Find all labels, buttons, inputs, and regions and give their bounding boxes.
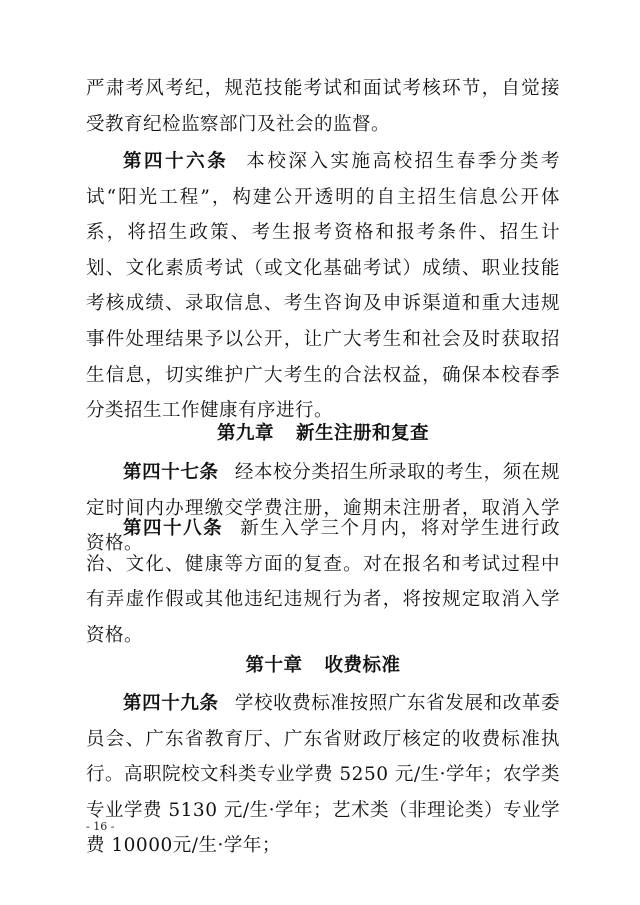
intro-paragraph (86, 71, 560, 142)
article-49-label: 第四十九条 (123, 693, 219, 714)
chapter-9-heading (86, 419, 560, 449)
page-number: - 16 - (86, 820, 115, 833)
article-48 (86, 511, 560, 653)
article-46-text: 本校深入实施高校招生春季分类考试“阳光工程”，构建公开透明的自主招生信息公开体系，将招生政策、考生报考资格和报考条件、招生计划、文化素质考试（或文化基础考试）成绩、职业技能考核成绩、录取信息、考生咨询及申诉渠道和重大违规事件处理结果予以公开，让广大考生和社会及时获取招生信息，切实维护广大考生的合法权益，确保本校春季分类招生工作健康有序进行。 (86, 151, 560, 422)
article-46 (86, 144, 560, 429)
intro-text: 严肃考风考纪，规范技能考试和面试考核环节，自觉接受教育纪检监察部门及社会的监督。 (86, 78, 560, 135)
article-49 (86, 686, 560, 864)
chapter-9-title: 新生注册和复查 (296, 423, 430, 444)
article-47-text: 经本校分类招生所录取的考生，须在规定时间内办理缴交学费注册，逾期未注册者，取消入学资格。 (86, 462, 560, 555)
article-47-label: 第四十七条 (123, 462, 219, 483)
article-48-text: 新生入学三个月内，将对学生进行政治、文化、健康等方面的复查。对在报名和考试过程中有弄虚作假或其他违纪违规行为者，将按规定取消入学资格。 (86, 518, 560, 646)
chapter-10-heading (86, 651, 560, 681)
chapter-10-number: 第十章 (245, 655, 303, 676)
article-46-label: 第四十六条 (123, 151, 229, 172)
article-49-text: 学校收费标准按照广东省发展和改革委员会、广东省教育厅、广东省财政厅核定的收费标准执行。高职院校文科类专业学费 5250 元/生·学年；农学类专业学费 5130 元/生·学年；艺术类（非理论类）专业学费 10000元/生·学年； (86, 693, 560, 857)
chapter-10-title: 收费标准 (324, 655, 401, 676)
article-48-label: 第四十八条 (123, 518, 224, 539)
chapter-9-number: 第九章 (216, 423, 274, 444)
